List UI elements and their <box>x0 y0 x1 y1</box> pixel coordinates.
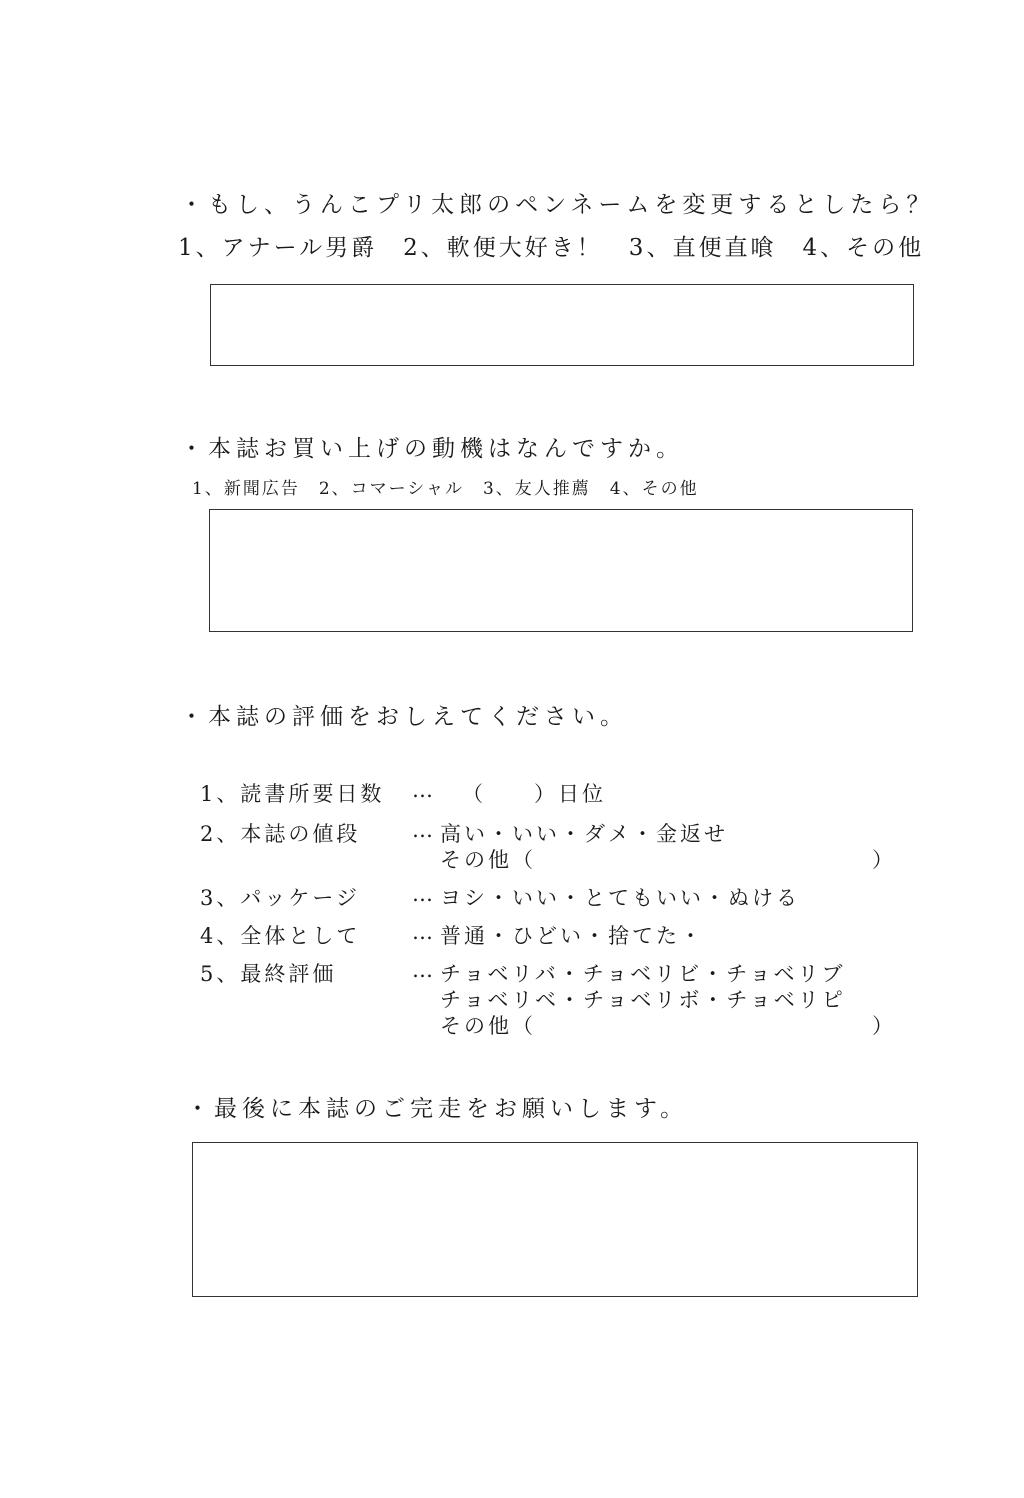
rating-label: 4、全体として <box>200 924 361 948</box>
rating-label: 1、読書所要日数 <box>200 782 385 806</box>
answer-box-1[interactable] <box>210 284 914 366</box>
rating-options-line-1[interactable]: チョベリバ・チョベリビ・チョベリブ <box>440 962 846 986</box>
rating-dots: … <box>412 958 436 982</box>
rating-label: 2、本誌の値段 <box>200 822 361 846</box>
rating-options[interactable]: 普通・ひどい・捨てた・ <box>440 924 704 948</box>
rating-other-close: ） <box>872 1014 896 1038</box>
question-1-options: 1、アナール男爵 2、軟便大好き！ 3、直便直喰 4、その他 <box>178 235 925 261</box>
rating-dots: … <box>412 818 436 842</box>
rating-options-line-2[interactable]: チョベリベ・チョベリボ・チョベリピ <box>440 988 846 1012</box>
rating-dots: … <box>412 882 436 906</box>
question-2-options: 1、新聞広告 2、コマーシャル 3、友人推薦 4、その他 <box>192 479 699 499</box>
rating-row-final <box>0 958 1024 1042</box>
question-1-text: ・もし、うんこプリ太郎のペンネームを変更するとしたら？ <box>180 192 935 218</box>
question-3-text: ・本誌の評価をおしえてください。 <box>180 704 628 730</box>
rating-other-close: ） <box>872 848 896 872</box>
rating-options[interactable]: ヨシ・いい・とてもいい・ぬける <box>440 886 800 910</box>
rating-other-open[interactable]: その他（ <box>440 848 536 872</box>
answer-box-2[interactable] <box>209 509 913 632</box>
question-2-text: ・本誌お買い上げの動機はなんですか。 <box>180 436 684 462</box>
rating-row-reading-days <box>0 778 1024 808</box>
rating-row-overall <box>0 920 1024 950</box>
rating-label: 5、最終評価 <box>200 962 337 986</box>
rating-label: 3、パッケージ <box>200 886 360 910</box>
rating-value[interactable]: （ ）日位 <box>462 782 606 806</box>
answer-box-4[interactable] <box>192 1142 918 1297</box>
rating-row-price <box>0 818 1024 874</box>
rating-other-open[interactable]: その他（ <box>440 1014 536 1038</box>
rating-dots: … <box>412 920 436 944</box>
question-4-text: ・最後に本誌のご完走をお願いします。 <box>186 1096 689 1122</box>
rating-dots: … <box>412 778 436 802</box>
rating-options[interactable]: 高い・いい・ダメ・金返せ <box>440 822 728 846</box>
rating-row-package <box>0 882 1024 912</box>
